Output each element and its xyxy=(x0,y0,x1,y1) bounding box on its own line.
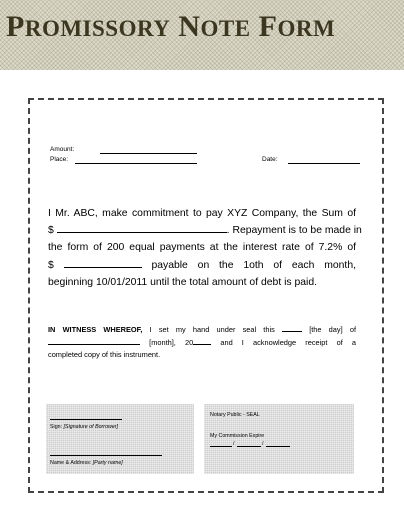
expire-month-line[interactable] xyxy=(210,446,232,447)
name-address-line[interactable] xyxy=(50,455,162,456)
page-title xyxy=(6,10,335,44)
expire-day-line[interactable] xyxy=(237,446,261,447)
paragraph-line: the form of 200 equal payments at the interest rate of 7.2% of xyxy=(48,242,356,254)
title-banner xyxy=(0,0,404,70)
witness-line: completed copy of this instrument. xyxy=(48,350,161,360)
date-label: Date: xyxy=(262,156,278,163)
paragraph-line: beginning 10/01/2011 until the total amount of debt is paid. xyxy=(48,276,318,288)
witness-line: IN WITNESS WHEREOF, I set my hand under seal this [the day] of xyxy=(48,325,356,334)
date-separator: / xyxy=(233,441,235,447)
amount-field[interactable] xyxy=(100,153,197,154)
name-address-label: Name & Address: [Party name] xyxy=(50,460,123,466)
month-field[interactable] xyxy=(48,337,140,345)
date-separator: / xyxy=(262,441,264,447)
expire-year-line[interactable] xyxy=(266,446,290,447)
place-label: Place: xyxy=(50,156,69,163)
notary-label: Notary Public - SEAL xyxy=(210,412,260,418)
date-field[interactable] xyxy=(288,163,360,164)
signature-line[interactable] xyxy=(50,419,122,420)
place-field[interactable] xyxy=(75,163,197,164)
amount-label: Amount: xyxy=(50,146,75,153)
payment-field[interactable] xyxy=(64,258,142,268)
commitment-paragraph xyxy=(48,205,362,291)
commission-expire-label: My Commission Expire xyxy=(210,433,265,439)
paragraph-line: $ . Repayment is to be made in xyxy=(48,225,362,237)
sum-field[interactable] xyxy=(57,223,227,233)
day-field[interactable] xyxy=(282,324,302,332)
witness-line: [month], 20 and I acknowledge receipt of a xyxy=(48,337,356,350)
witness-paragraph xyxy=(48,324,356,362)
title-word-2: NOTE xyxy=(178,10,251,43)
paragraph-line: I Mr. ABC, make commitment to pay XYZ Company, the Sum of xyxy=(48,208,356,219)
sign-label: Sign: [Signature of Borrower] xyxy=(50,424,119,430)
title-word-1: PROMISSORY xyxy=(6,10,171,43)
year-field[interactable] xyxy=(193,337,211,345)
paragraph-line: $ payable on the 1oth of each month, xyxy=(48,259,356,271)
title-word-3: FORM xyxy=(258,10,336,43)
